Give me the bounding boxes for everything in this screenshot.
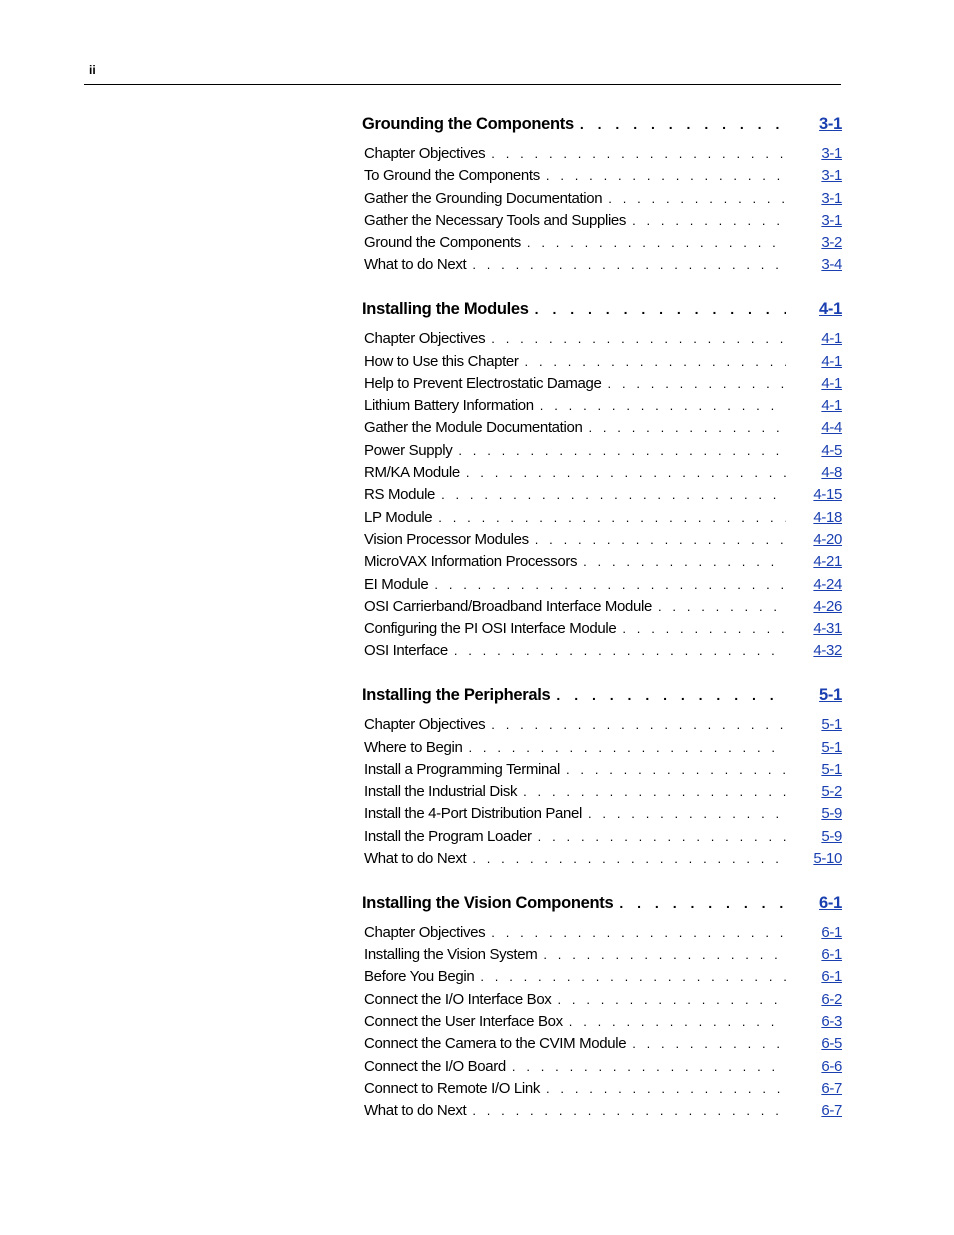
dot-leader: [485, 717, 786, 732]
dot-leader: [529, 532, 786, 547]
toc-entry: [362, 145, 842, 167]
section-page-link[interactable]: 6-1: [819, 893, 842, 912]
toc-entry: [362, 1102, 842, 1124]
entry-title: Gather the Module Documentation: [364, 419, 583, 437]
page-number: ii: [89, 63, 96, 77]
entry-title: Install the Program Loader: [364, 827, 532, 845]
entry-title: Connect the I/O Interface Box: [364, 990, 552, 1008]
entry-title: MicroVAX Information Processors: [364, 553, 578, 571]
toc-entry: [362, 946, 842, 968]
toc-entry: [362, 464, 842, 486]
entry-page-link[interactable]: 5-9: [821, 827, 842, 845]
dot-leader: [540, 1081, 786, 1096]
dot-leader: [428, 577, 786, 592]
dot-leader: [466, 1103, 786, 1118]
entry-title: Install the 4-Port Distribution Panel: [364, 805, 582, 823]
dot-leader: [463, 740, 787, 755]
dot-leader: [517, 784, 786, 799]
toc-entry: [362, 553, 842, 575]
entry-page-link[interactable]: 4-26: [813, 597, 842, 615]
section-title: Installing the Peripherals: [362, 686, 551, 705]
entry-page-link[interactable]: 6-5: [821, 1035, 842, 1053]
entry-title: What to do Next: [364, 1102, 467, 1120]
entry-page-link[interactable]: 4-31: [813, 620, 842, 638]
dot-leader: [452, 443, 786, 458]
entry-page-link[interactable]: 5-1: [821, 738, 842, 756]
dot-leader: [432, 510, 786, 525]
toc-entry: [362, 783, 842, 805]
toc-entry: [362, 642, 842, 664]
section-page-link[interactable]: 3-1: [819, 115, 842, 133]
dot-leader: [613, 895, 786, 911]
entry-page-link[interactable]: 6-1: [821, 946, 842, 964]
entry-title: Lithium Battery Information: [364, 397, 534, 415]
section-title: Installing the Vision Components: [362, 893, 614, 912]
entry-page-link[interactable]: 6-1: [821, 968, 842, 986]
toc-entry: [362, 442, 842, 464]
entry-title: To Ground the Components: [364, 167, 540, 185]
entry-title: Connect the Camera to the CVIM Module: [364, 1035, 627, 1053]
dot-leader: [582, 420, 786, 435]
section-heading: [362, 894, 842, 924]
entry-page-link[interactable]: 5-1: [821, 716, 842, 734]
entry-title: Chapter Objectives: [364, 145, 486, 162]
toc-entry: [362, 167, 842, 189]
dot-leader: [485, 925, 786, 940]
entry-title: Ground the Components: [364, 234, 521, 252]
dot-leader: [485, 146, 786, 161]
entry-page-link[interactable]: 6-7: [821, 1102, 842, 1120]
dot-leader: [577, 554, 786, 569]
toc-entry: [362, 190, 842, 212]
toc-entry: [362, 486, 842, 508]
dot-leader: [537, 947, 786, 962]
entry-title: Connect the I/O Board: [364, 1057, 506, 1075]
entry-title: OSI Carrierband/Broadband Interface Module: [364, 597, 652, 615]
section-title: Installing the Modules: [362, 300, 529, 319]
dot-leader: [466, 257, 786, 272]
toc-entry: [362, 850, 842, 872]
entry-title: LP Module: [364, 508, 433, 526]
dot-leader: [626, 1036, 786, 1051]
entry-page-link[interactable]: 4-1: [821, 397, 842, 415]
entry-title: Gather the Necessary Tools and Supplies: [364, 211, 627, 229]
entry-title: Install a Programming Terminal: [364, 760, 560, 778]
entry-title: How to Use this Chapter: [364, 352, 519, 370]
entry-title: Gather the Grounding Documentation: [364, 189, 603, 207]
toc-entry: [362, 739, 842, 761]
entry-title: Power Supply: [364, 441, 453, 459]
toc-entry: [362, 256, 842, 278]
entry-title: Where to Begin: [364, 738, 463, 756]
toc-entry: [362, 576, 842, 598]
entry-title: Install the Industrial Disk: [364, 783, 518, 801]
dot-leader: [534, 398, 786, 413]
entry-title: Vision Processor Modules: [364, 530, 529, 548]
dot-leader: [474, 969, 786, 984]
entry-page-link[interactable]: 4-8: [821, 464, 842, 482]
entry-title: What to do Next: [364, 256, 467, 274]
table-of-contents: [362, 115, 842, 1146]
toc-entry: [362, 1058, 842, 1080]
dot-leader: [466, 851, 786, 866]
section-page-link[interactable]: 4-1: [819, 300, 842, 319]
toc-entry: [362, 924, 842, 946]
toc-entry: [362, 234, 842, 256]
toc-entry: [362, 212, 842, 234]
header-rule: [84, 84, 841, 85]
dot-leader: [435, 487, 786, 502]
entry-page-link[interactable]: 4-5: [821, 441, 842, 459]
entry-page-link[interactable]: 4-24: [813, 575, 842, 593]
entry-page-link[interactable]: 5-9: [821, 805, 842, 823]
dot-leader: [460, 465, 786, 480]
dot-leader: [540, 168, 786, 183]
entry-title: Installing the Vision System: [364, 946, 538, 964]
toc-entry: [362, 397, 842, 419]
section-heading: [362, 300, 842, 330]
toc-entry: [362, 761, 842, 783]
entry-title: Help to Prevent Electrostatic Damage: [364, 374, 602, 392]
entry-page-link[interactable]: 4-1: [821, 330, 842, 348]
toc-entry: [362, 330, 842, 352]
dot-leader: [529, 301, 786, 317]
entry-page-link[interactable]: 3-1: [821, 211, 842, 229]
entry-page-link[interactable]: 3-1: [821, 145, 842, 162]
entry-title: EI Module: [364, 575, 429, 593]
toc-entry: [362, 531, 842, 553]
entry-page-link[interactable]: 3-1: [821, 167, 842, 185]
dot-leader: [560, 762, 786, 777]
entry-page-link[interactable]: 4-1: [821, 374, 842, 392]
section-page-link[interactable]: 5-1: [819, 686, 842, 705]
entry-page-link[interactable]: 6-3: [821, 1013, 842, 1030]
section-heading: [362, 115, 842, 145]
entry-page-link[interactable]: 4-4: [821, 419, 842, 437]
toc-entry: [362, 1035, 842, 1057]
toc-entry: [362, 1013, 842, 1035]
entry-page-link[interactable]: 4-15: [813, 486, 842, 504]
entry-page-link[interactable]: 6-2: [821, 990, 842, 1008]
toc-section: [362, 115, 842, 279]
entry-title: Chapter Objectives: [364, 923, 486, 941]
entry-page-link[interactable]: 3-2: [821, 234, 842, 252]
dot-leader: [521, 235, 786, 250]
entry-title: Configuring the PI OSI Interface Module: [364, 620, 617, 638]
dot-leader: [485, 331, 786, 346]
dot-leader: [602, 191, 786, 206]
entry-page-link[interactable]: 6-6: [821, 1057, 842, 1075]
entry-title: OSI Interface: [364, 642, 448, 660]
entry-title: What to do Next: [364, 850, 467, 868]
entry-page-link[interactable]: 6-7: [821, 1079, 842, 1097]
entry-title: RM/KA Module: [364, 464, 460, 482]
entry-title: Chapter Objectives: [364, 330, 486, 348]
toc-entry: [362, 1080, 842, 1102]
entry-page-link[interactable]: 4-21: [813, 553, 842, 571]
entry-title: Before You Begin: [364, 968, 475, 986]
dot-leader: [519, 354, 786, 369]
entry-page-link[interactable]: 4-20: [813, 530, 842, 548]
toc-entry: [362, 968, 842, 990]
entry-title: Chapter Objectives: [364, 716, 486, 734]
entry-title: Connect the User Interface Box: [364, 1013, 563, 1030]
toc-entry: [362, 716, 842, 738]
dot-leader: [532, 829, 786, 844]
dot-leader: [616, 621, 786, 636]
toc-entry: [362, 353, 842, 375]
dot-leader: [574, 116, 786, 132]
toc-entry: [362, 509, 842, 531]
entry-page-link[interactable]: 4-1: [821, 352, 842, 370]
section-title: Grounding the Components: [362, 115, 574, 133]
dot-leader: [506, 1059, 786, 1074]
dot-leader: [582, 806, 786, 821]
entry-page-link[interactable]: 3-1: [821, 189, 842, 207]
entry-page-link[interactable]: 6-1: [821, 923, 842, 941]
toc-entry: [362, 419, 842, 441]
entry-page-link[interactable]: 4-32: [813, 642, 842, 660]
entry-page-link[interactable]: 5-2: [821, 783, 842, 801]
entry-page-link[interactable]: 3-4: [821, 256, 842, 274]
toc-entry: [362, 620, 842, 642]
dot-leader: [550, 687, 786, 703]
toc-entry: [362, 598, 842, 620]
dot-leader: [652, 599, 786, 614]
entry-page-link[interactable]: 5-1: [821, 760, 842, 778]
entry-page-link[interactable]: 4-18: [813, 508, 842, 526]
toc-entry: [362, 991, 842, 1013]
entry-title: RS Module: [364, 486, 436, 504]
dot-leader: [563, 1014, 786, 1029]
toc-entry: [362, 828, 842, 850]
toc-entry: [362, 805, 842, 827]
dot-leader: [551, 992, 786, 1007]
toc-section: [362, 300, 842, 664]
entry-title: Connect to Remote I/O Link: [364, 1079, 540, 1097]
toc-section: [362, 686, 842, 872]
section-heading: [362, 686, 842, 716]
dot-leader: [448, 643, 786, 658]
dot-leader: [626, 213, 786, 228]
entry-page-link[interactable]: 5-10: [813, 850, 842, 868]
toc-entry: [362, 375, 842, 397]
toc-section: [362, 894, 842, 1125]
dot-leader: [602, 376, 786, 391]
